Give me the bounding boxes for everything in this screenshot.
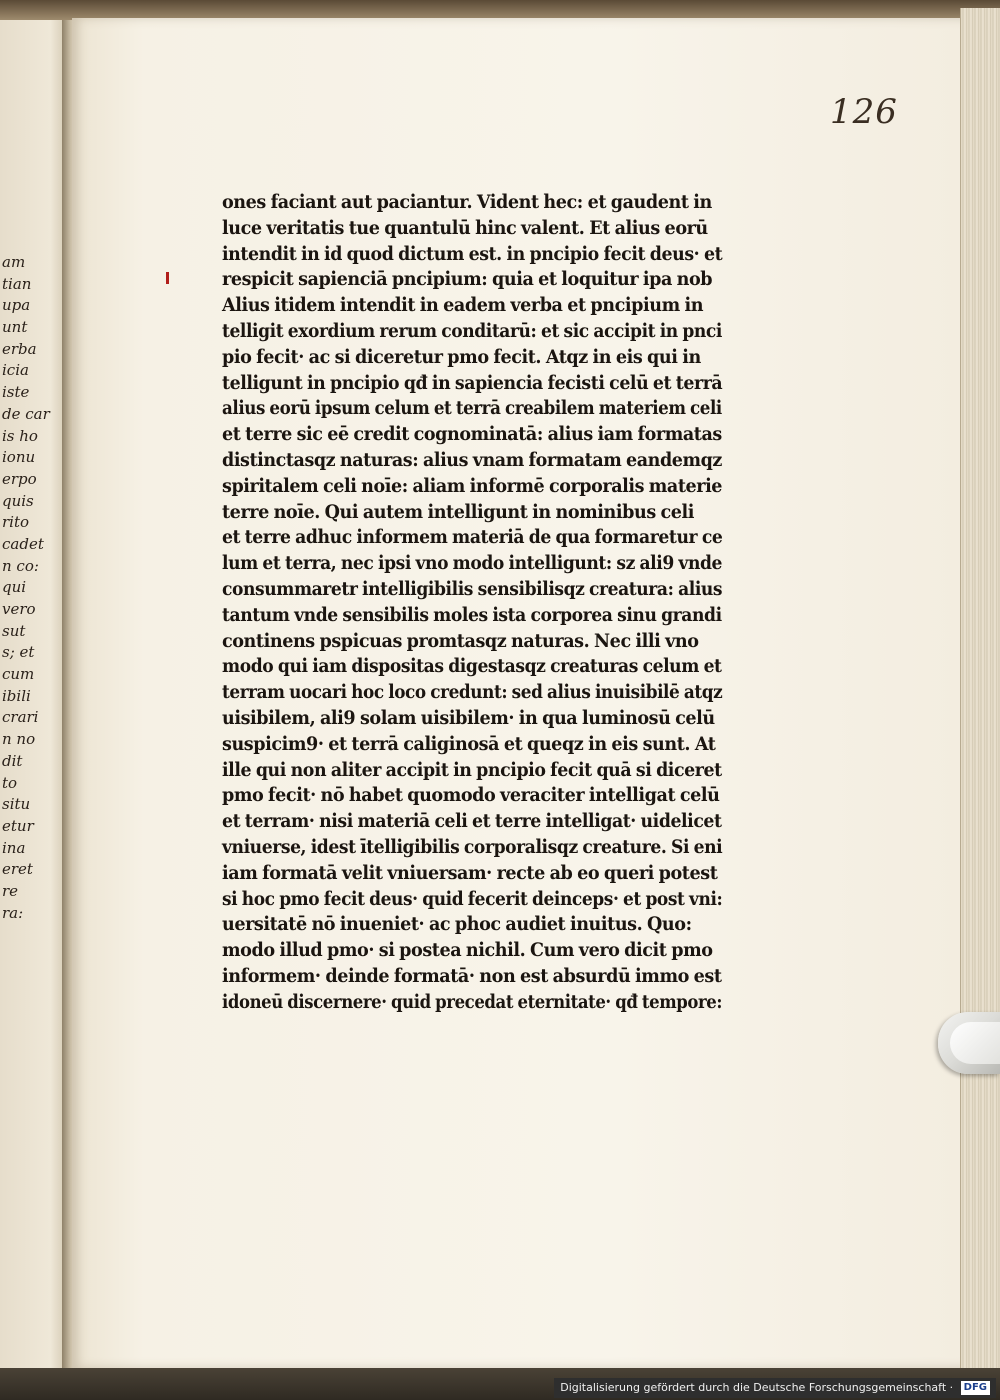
text-line: informem· deinde formatā· non est absurdū immo est (222, 965, 722, 987)
text-line: intendit in id quod dictum est. in pncipio fecit deus· et (222, 243, 723, 265)
text-line: uersitatē nō inueniet· ac phoc audiet inuitus. Quo: (222, 914, 692, 936)
page-clip-inner (950, 1022, 1000, 1064)
margin-red-mark (166, 272, 169, 284)
text-line: iam formatā velit vniuersam· recte ab eo queri potest (222, 862, 718, 884)
left-page-line: cum (2, 665, 35, 684)
left-page-line: is ho (2, 426, 38, 445)
left-page-line: re (2, 881, 19, 900)
left-page-line: eret (2, 860, 33, 879)
text-line: respicit sapienciā pncipium: quia et loquitur ipa nob (222, 269, 713, 291)
left-page-line: vero (2, 600, 36, 618)
left-page-line: situ (2, 795, 31, 814)
text-line: consummaretr intelligibilis sensibilisqz creatura: alius (222, 578, 723, 600)
text-line: pmo fecit· nō habet quomodo veraciter intelligat celū (222, 785, 720, 807)
text-line: tantum vnde sensibilis moles ista corporea sinu grandi (222, 604, 722, 626)
left-page-line: to (2, 773, 18, 792)
digitization-credit (554, 1378, 996, 1398)
left-page-line: rito (2, 513, 30, 532)
text-line: modo qui iam dispositas digestasqz creaturas celum et (222, 656, 722, 678)
text-line: telligunt in pncipio qđ in sapiencia fecisti celū et terrā (222, 372, 723, 394)
main-text-block (222, 190, 742, 1016)
page-stack-edge (960, 8, 1000, 1378)
text-line: terram uocari hoc loco credunt: sed alius inuisibilē atqz (222, 682, 723, 704)
left-page-line: crari (2, 708, 39, 727)
left-page-line: am (2, 253, 26, 271)
left-page-line: ra: (2, 903, 24, 922)
text-line: spiritalem celi noīe: aliam informē corporalis materie (222, 475, 723, 497)
text-line: si hoc pmo fecit deus· quid fecerit deinceps· et post vni: (222, 888, 723, 910)
text-line: alius eorū ipsum celum et terrā creabilem materiem celi (222, 398, 722, 420)
text-line: ones faciant aut paciantur. Vident hec: et gaudent in (222, 192, 712, 213)
text-line: vniuerse, idest ītelligibilis corporalisqz creature. Si eni (222, 836, 723, 858)
left-page-line: cadet (2, 534, 44, 553)
text-line: uisibilem, ali9 solam uisibilem· in qua luminosū celū (222, 707, 715, 729)
left-page-line: ina (2, 838, 26, 857)
left-page-line: erpo (2, 469, 37, 488)
left-page-line: sut (2, 621, 26, 640)
text-line: pio fecit· ac si diceretur pmo fecit. Atqz in eis qui in (222, 346, 701, 368)
left-page-line: tian (2, 274, 32, 293)
text-line: lum et terra, nec ipsi vno modo intelligunt: sz ali9 vnde (222, 553, 722, 575)
text-line: luce veritatis tue quantulū hinc valent. Et alius eorū (222, 217, 708, 239)
credit-text: Digitalisierung gefördert durch die Deutsche Forschungsgemeinschaft · (560, 1381, 954, 1394)
text-line: Alius itidem intendit in eadem verba et pncipium in (222, 295, 704, 317)
left-page-line: s; et (2, 643, 35, 662)
left-page-line: upa (2, 296, 31, 315)
text-line: et terre sic eē credit cognominatā: alius iam formatas (222, 424, 722, 446)
left-page-line: erba (2, 339, 37, 358)
left-page-line: ibili (2, 686, 31, 705)
left-page-line: qui (2, 578, 27, 597)
text-line: suspicim9· et terrā caliginosā et queqz in eis sunt. At (222, 733, 716, 755)
text-line: ille qui non aliter accipit in pncipio fecit quā si diceret (222, 759, 722, 781)
left-page-line: iste (2, 383, 30, 402)
left-page-line: unt (2, 318, 28, 337)
text-line: et terram· nisi materiā celi et terre intelligat· uidelicet (222, 811, 722, 833)
text-line: modo illud pmo· si postea nichil. Cum vero dicit pmo (222, 940, 713, 962)
left-page-line: dit (2, 751, 23, 770)
left-page-text (2, 252, 70, 924)
text-line: telligit exordium rerum conditarū: et sic accipit in pnci (222, 320, 722, 342)
left-page-line: de car (2, 404, 50, 423)
text-line: distinctasqz naturas: alius vnam formatam eandemqz (222, 449, 722, 471)
folio-number: 126 (830, 92, 898, 132)
left-page-line: icia (2, 361, 29, 380)
left-page-line: n no (2, 730, 36, 749)
text-line: continens pspicuas promtasqz naturas. Nec illi vno (222, 630, 699, 652)
left-page-line: n co: (2, 556, 39, 575)
dfg-logo: DFG (961, 1381, 990, 1395)
text-line: terre noīe. Qui autem intelligunt in nominibus celi (222, 501, 695, 523)
left-page-line: quis (2, 491, 34, 510)
text-line: idoneū discernere· quid precedat eternitate· qđ tempore: (222, 991, 723, 1013)
text-line: et terre adhuc informem materiā de qua formaretur ce (222, 527, 723, 549)
left-page-line: etur (2, 816, 34, 835)
left-page-line: ionu (2, 448, 36, 467)
